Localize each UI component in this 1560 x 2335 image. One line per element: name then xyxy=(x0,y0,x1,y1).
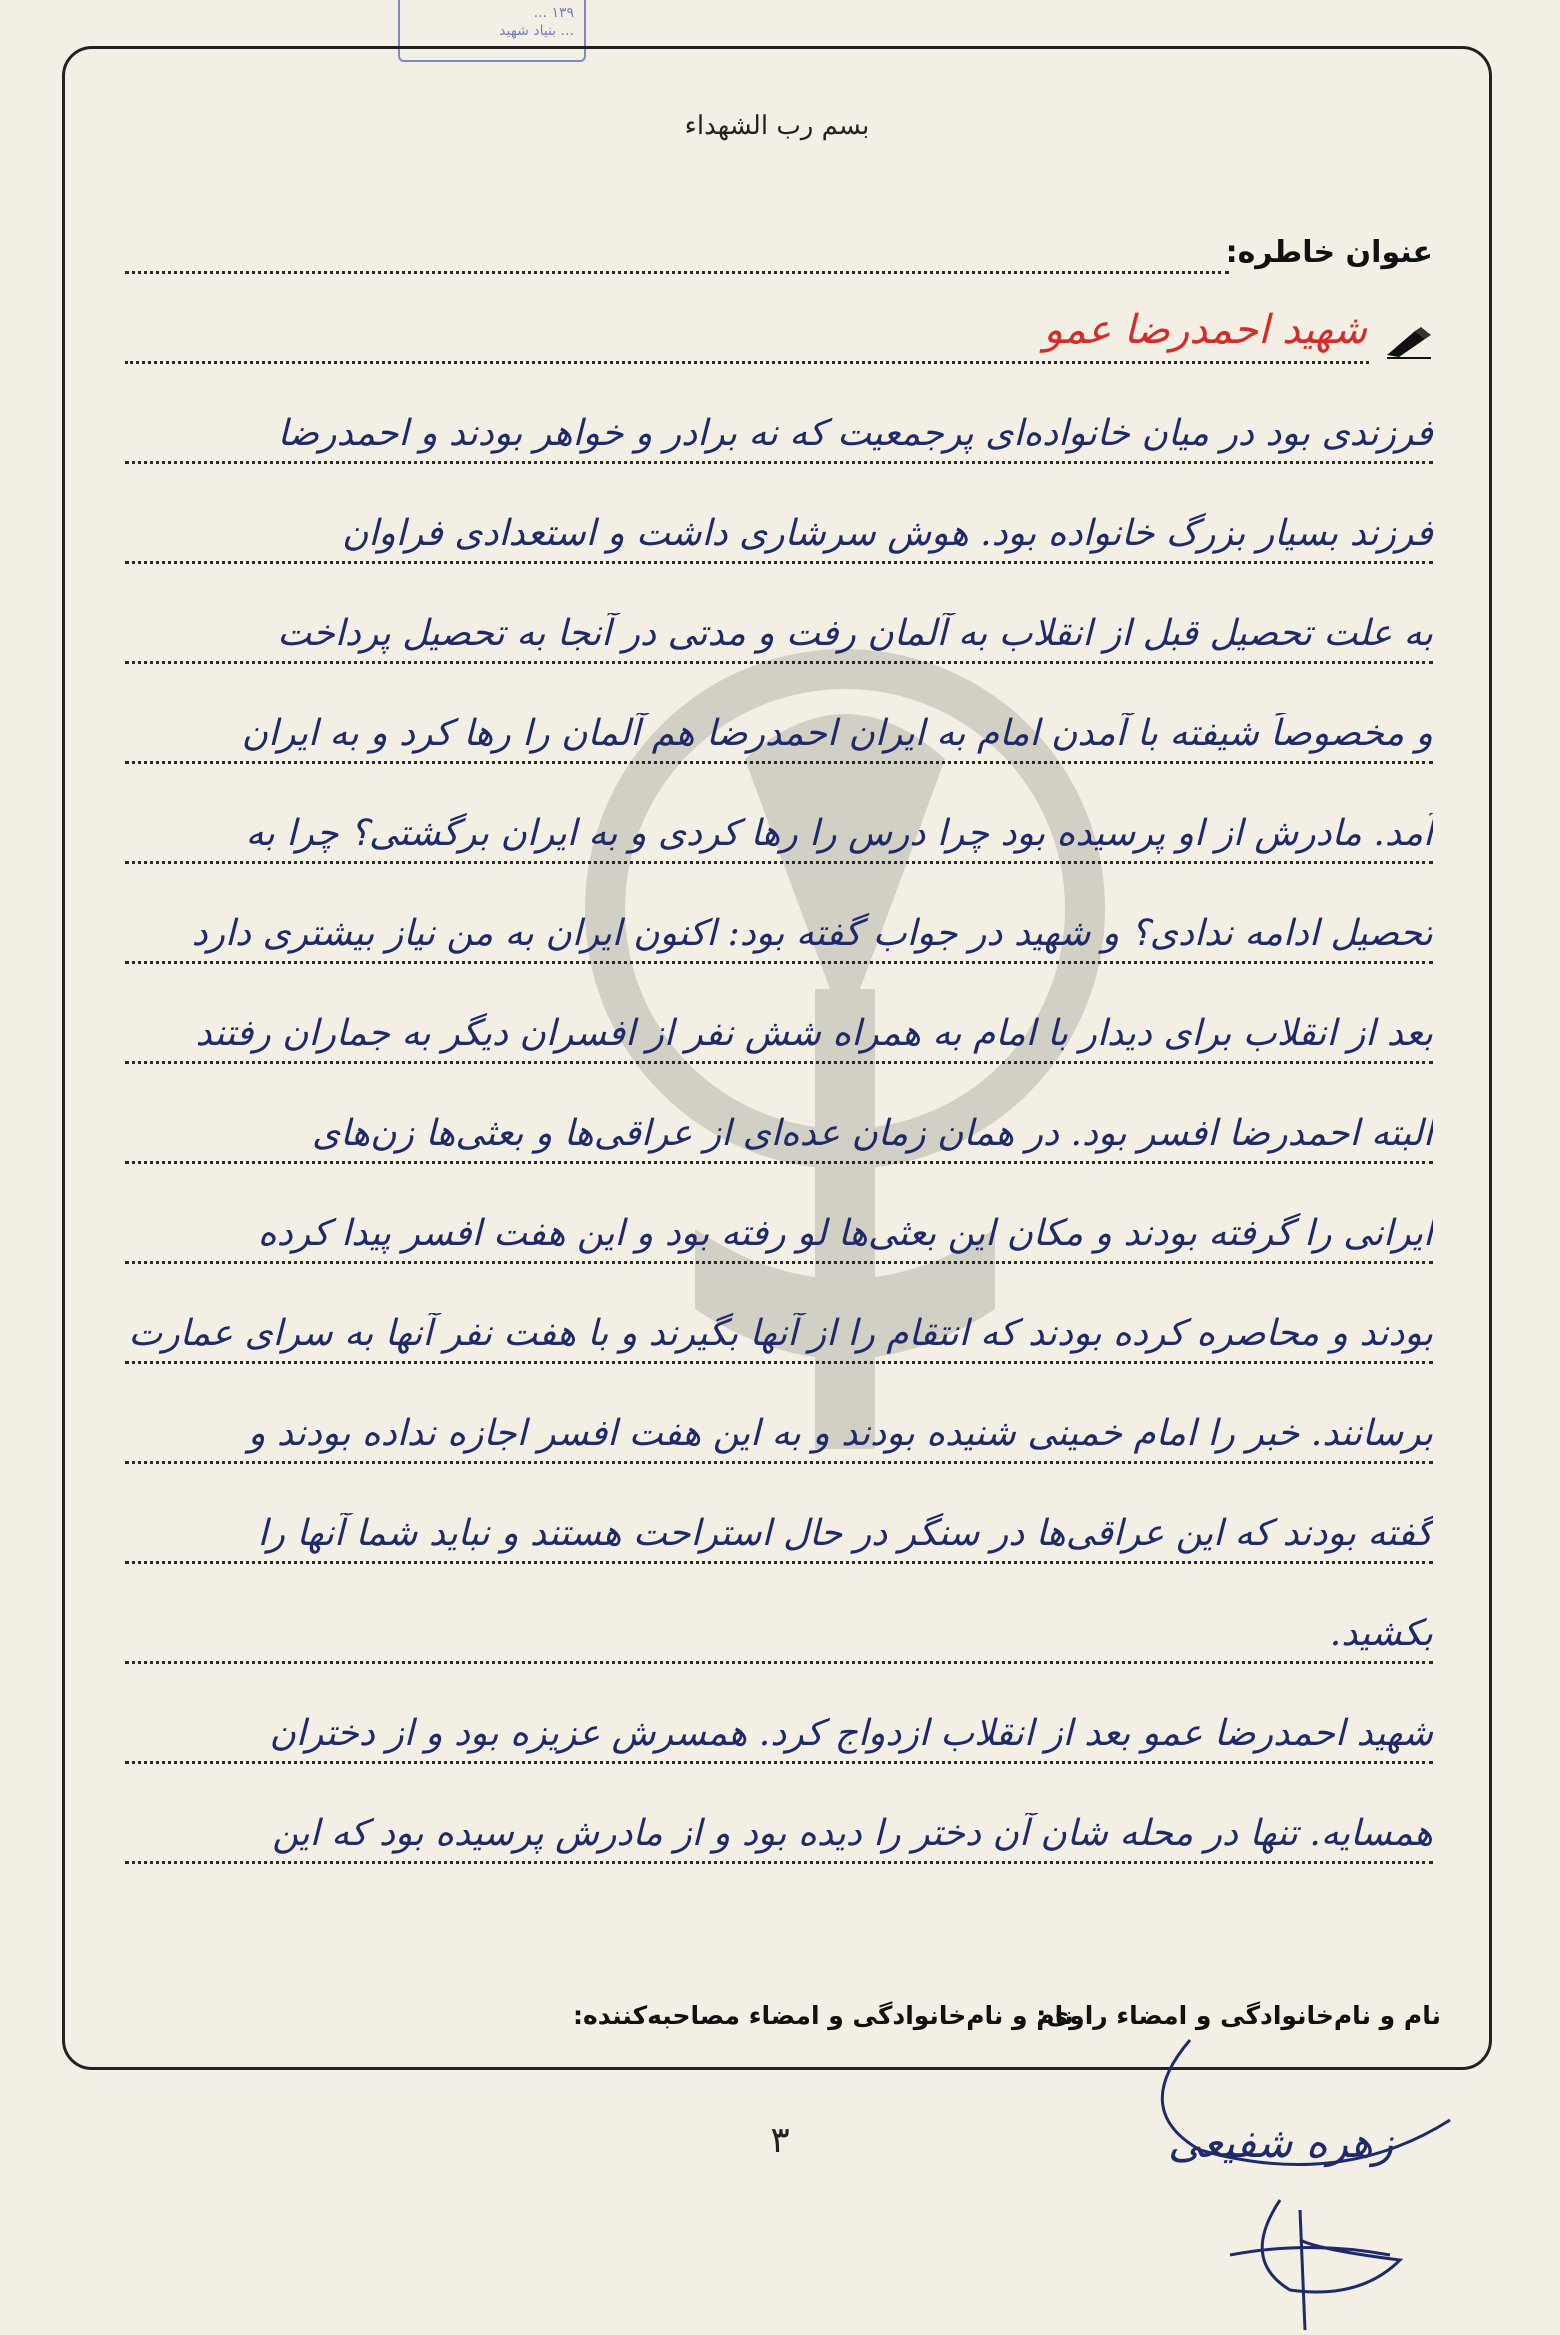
ruled-line xyxy=(125,661,1433,664)
ruled-line xyxy=(125,961,1433,964)
ruled-line xyxy=(125,1861,1433,1864)
ruled-line xyxy=(125,1261,1433,1264)
handwritten-line: تحصیل ادامه ندادی؟ و شهید در جواب گفته بود: اکنون ایران به من نیاز بیشتری دارد xyxy=(191,913,1433,954)
ruled-line xyxy=(125,1361,1433,1364)
handwritten-line: برسانند. خبر را امام خمینی شنیده بودند و به این هفت افسر اجازه نداده بودند و xyxy=(248,1413,1433,1454)
signature-scribble-icon xyxy=(1120,2000,1480,2335)
handwritten-line: بکشید. xyxy=(1329,1613,1433,1654)
page-number: ۳ xyxy=(770,2120,790,2161)
handwritten-line: و مخصوصاً شیفته با آمدن امام به ایران احمدرضا هم آلمان را رها کرد و به ایران xyxy=(241,713,1433,754)
narrator-signature-label: نام و نام‌خانوادگی و امضاء راوی: xyxy=(1036,2001,1441,2030)
handwritten-line: فرزند بسیار بزرگ خانواده بود. هوش سرشاری داشت و استعدادی فراوان xyxy=(341,513,1433,554)
interviewer-signature-label: نام و نام‌خانوادگی و امضاء مصاحبه‌کننده: xyxy=(573,2001,1074,2030)
name-dotted-line xyxy=(125,361,1369,364)
ruled-line xyxy=(125,861,1433,864)
handwritten-line: همسایه. تنها در محله شان آن دختر را دیده بود و از مادرش پرسیده بود که این xyxy=(272,1813,1433,1854)
handwritten-line: البته احمدرضا افسر بود. در همان زمان عده‌ای از عراقی‌ها و بعثی‌ها زن‌های xyxy=(311,1113,1433,1154)
ruled-line xyxy=(125,761,1433,764)
handwritten-line: شهید احمدرضا عمو بعد از انقلاب ازدواج کرد. همسرش عزیزه بود و از دختران xyxy=(269,1713,1433,1754)
ruled-line xyxy=(125,1161,1433,1164)
handwritten-line: به علت تحصیل قبل از انقلاب به آلمان رفت و مدتی در آنجا به تحصیل پرداخت xyxy=(277,613,1433,654)
stamp-line: ... بنیاد شهید xyxy=(499,23,574,39)
title-dotted-line xyxy=(125,271,1229,274)
stamp-line: ۱۳۹ ... xyxy=(533,5,574,21)
memory-title-text: شهید احمدرضا عمو xyxy=(1043,307,1367,353)
handwritten-line: بعد از انقلاب برای دیدار با امام به همراه شش نفر از افسران دیگر به جماران رفتند xyxy=(195,1013,1433,1054)
pen-writing-icon xyxy=(1385,325,1433,359)
form-frame xyxy=(62,46,1492,2070)
ruled-line xyxy=(125,1761,1433,1764)
ruled-line xyxy=(125,461,1433,464)
handwritten-line: فرزندی بود در میان خانواده‌ای پرجمعیت که نه برادر و خواهر بودند و احمدرضا xyxy=(277,413,1433,454)
ruled-line xyxy=(125,561,1433,564)
handwritten-line: آمد. مادرش از او پرسیده بود چرا درس را رها کردی و به ایران برگشتی؟ چرا به xyxy=(245,813,1433,854)
memory-title-label: عنوان خاطره: xyxy=(1225,235,1433,270)
basmala-header: بسم رب الشهداء xyxy=(684,111,870,141)
ruled-line xyxy=(125,1461,1433,1464)
ruled-line xyxy=(125,1061,1433,1064)
handwritten-line: بودند و محاصره کرده بودند که انتقام را از آنها بگیرند و با هفت نفر آنها به سرای عمارت xyxy=(128,1313,1433,1354)
handwritten-line: ایرانی را گرفته بودند و مکان این بعثی‌ها لو رفته بود و این هفت افسر پیدا کرده xyxy=(257,1213,1433,1254)
ruled-line xyxy=(125,1561,1433,1564)
handwritten-line: گفته بودند که این عراقی‌ها در سنگر در حال استراحت هستند و نباید شما آنها را xyxy=(257,1513,1433,1554)
signature-name: زهره شفیعی xyxy=(1168,2118,1394,2167)
ruled-line xyxy=(125,1661,1433,1664)
